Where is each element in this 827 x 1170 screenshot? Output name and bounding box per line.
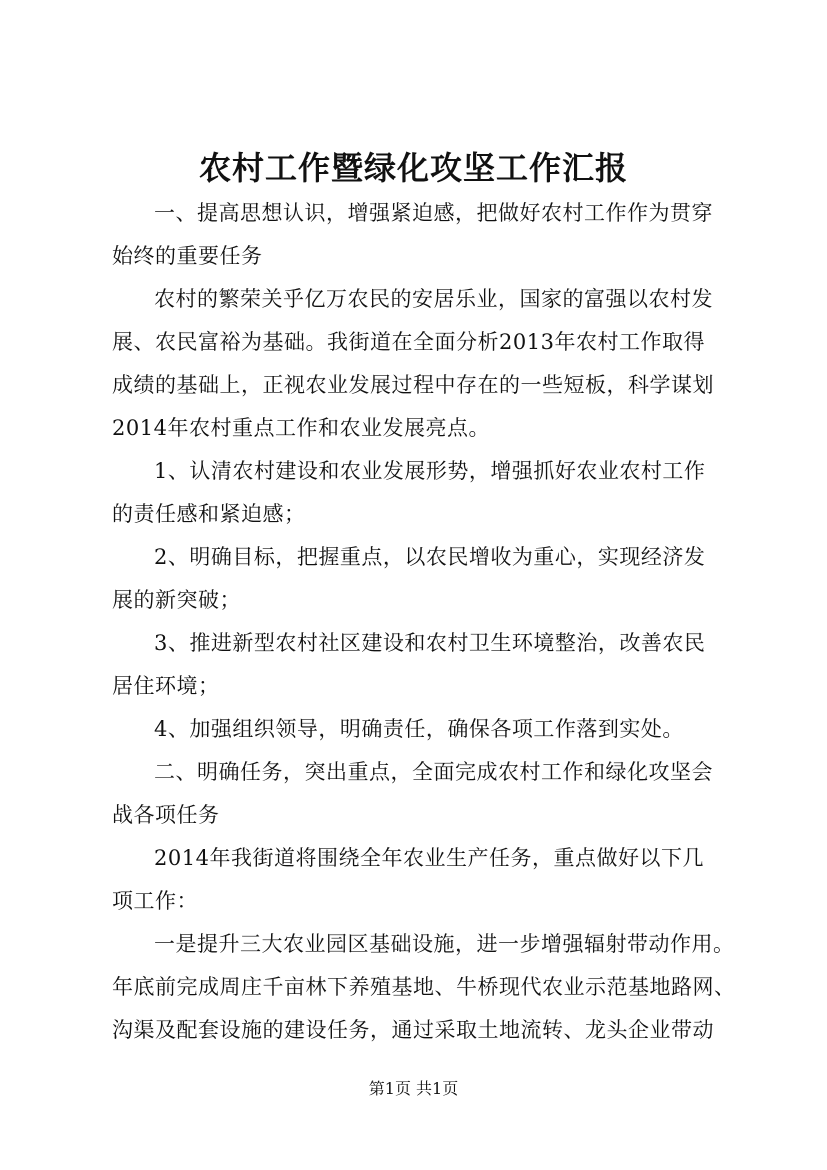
list-item-3: 3、推进新型农村社区建设和农村卫生环境整治，改善农民 — [154, 631, 706, 655]
paragraph-line: 成绩的基础上，正视农业发展过程中存在的一些短板，科学谋划 — [112, 373, 714, 397]
list-item-4: 4、加强组织领导，明确责任，确保各项工作落到实处。 — [154, 717, 684, 741]
section-heading-2: 二、明确任务，突出重点，全面完成农村工作和绿化攻坚会 — [154, 760, 713, 784]
list-item-2-cont: 展的新突破； — [112, 588, 241, 612]
document-title: 农村工作暨绿化攻坚工作汇报 — [198, 149, 628, 187]
paragraph-line: 2014年农村重点工作和农业发展亮点。 — [112, 416, 490, 440]
paragraph-line: 项工作： — [112, 889, 198, 913]
list-item-1-cont: 的责任感和紧迫感； — [112, 502, 306, 526]
list-item-2: 2、明确目标，把握重点，以农民增收为重心，实现经济发 — [154, 545, 706, 569]
paragraph-line: 农村的繁荣关乎亿万农民的安居乐业，国家的富强以农村发 — [154, 287, 713, 311]
document-body — [112, 192, 736, 1052]
paragraph-line: 一是提升三大农业园区基础设施，进一步增强辐射带动作用。 — [154, 932, 735, 956]
list-item-3-cont: 居住环境； — [112, 674, 220, 698]
section-heading-1-cont: 始终的重要任务 — [112, 244, 263, 268]
paragraph-line: 展、农民富裕为基础。我街道在全面分析2013年农村工作取得 — [112, 330, 705, 354]
paragraph-line: 年底前完成周庄千亩林下养殖基地、牛桥现代农业示范基地路网、 — [112, 975, 736, 999]
paragraph-line: 沟渠及配套设施的建设任务，通过采取土地流转、龙头企业带动 — [112, 1018, 714, 1042]
section-heading-2-cont: 战各项任务 — [112, 803, 220, 827]
paragraph-line: 2014年我街道将围绕全年农业生产任务，重点做好以下几 — [154, 846, 704, 870]
page-footer: 第1页 共1页 — [368, 1079, 459, 1098]
list-item-1: 1、认清农村建设和农业发展形势，增强抓好农业农村工作 — [154, 459, 706, 483]
section-heading-1: 一、提高思想认识，增强紧迫感，把做好农村工作作为贯穿 — [154, 201, 713, 225]
